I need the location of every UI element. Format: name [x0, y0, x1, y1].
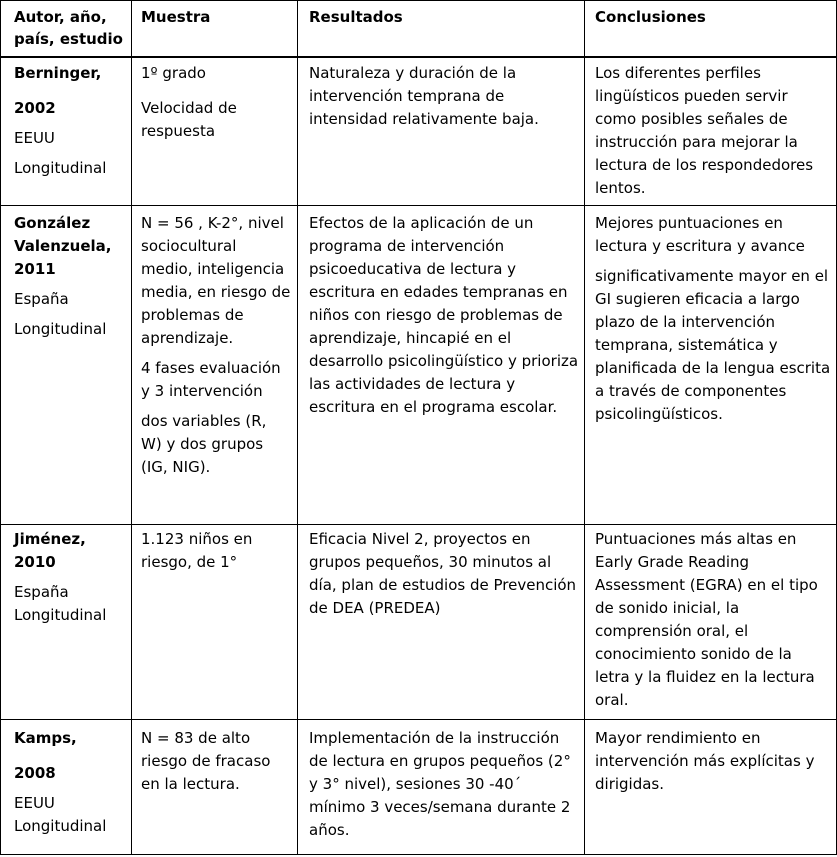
author-country: EEUU [14, 794, 55, 812]
table-top-rule [0, 0, 837, 1]
table-row-author [14, 528, 132, 627]
table-row-sample [141, 727, 291, 796]
table-bottom-rule [0, 854, 837, 855]
sample-text: 1º grado [141, 64, 206, 82]
column-divider [297, 0, 298, 855]
study-design: Longitudinal [14, 817, 107, 835]
author-name: Kamps, [14, 729, 77, 747]
column-divider [584, 0, 585, 855]
table-row-sample [141, 62, 291, 143]
sample-text: 4 fases evaluación y 3 intervención [141, 359, 281, 400]
study-design: Longitudinal [14, 159, 107, 177]
author-year: 2010 [14, 553, 56, 571]
table-row-conclusions [595, 62, 831, 200]
sample-text: dos variables (R, W) y dos grupos (IG, NIG). [141, 412, 267, 476]
author-year: 2008 [14, 764, 56, 782]
author-name: González Valenzuela, [14, 214, 112, 255]
header-results: Resultados [309, 8, 403, 26]
table-row-conclusions [595, 212, 831, 426]
conclusions-text: Mayor rendimiento en intervención más explícitas y dirigidas. [595, 729, 815, 793]
results-text: Implementación de la instrucción de lectura en grupos pequeños (2° y 3° nivel), sesiones 30 -40´ mínimo 3 veces/semana durante 2 años. [309, 729, 571, 839]
sample-text: N = 83 de alto riesgo de fracaso en la lectura. [141, 729, 271, 793]
sample-text: Velocidad de respuesta [141, 99, 237, 140]
table-row-author [14, 727, 132, 838]
row-divider [0, 524, 837, 525]
sample-text: 1.123 niños en riesgo, de 1° [141, 530, 253, 571]
row-divider [0, 205, 837, 206]
column-divider [0, 0, 1, 855]
author-year: 2002 [14, 99, 56, 117]
author-name: Berninger, [14, 64, 102, 82]
author-country: España [14, 290, 69, 308]
table-row-results [309, 528, 579, 620]
table-row-results [309, 727, 579, 842]
table-row-results [309, 212, 579, 419]
header-author: Autor, año, país, estudio [14, 8, 123, 48]
results-text: Naturaleza y duración de la intervención temprana de intensidad relativamente baja. [309, 64, 539, 128]
header-conclusions: Conclusiones [595, 8, 706, 26]
row-divider [0, 719, 837, 720]
header-bottom-rule [0, 56, 837, 58]
sample-text: N = 56 , K-2°, nivel sociocultural medio, inteligencia media, en riesgo de problemas de aprendizaje. [141, 214, 291, 347]
conclusions-text: Puntuaciones más altas en Early Grade Reading Assessment (EGRA) en el tipo de sonido inicial, la comprensión oral, el conocimiento sonido de la letra y la fluidez en la lectura oral. [595, 530, 818, 709]
table-row-results [309, 62, 579, 131]
results-text: Efectos de la aplicación de un programa de intervención psicoeducativa de lectura y escritura en edades tempranas en niños con riesgo de problemas de aprendizaje, hincapié en el desarrollo psicolingüístico y prioriza las actividades de lectura y escritura en el programa escolar. [309, 214, 579, 416]
author-name: Jiménez, [14, 530, 86, 548]
table-row-conclusions [595, 727, 831, 796]
table-row-conclusions [595, 528, 831, 712]
table-row-author [14, 62, 132, 180]
study-design: Longitudinal [14, 320, 107, 338]
author-country: España [14, 583, 69, 601]
table-row-sample [141, 212, 291, 479]
table-row-sample [141, 528, 291, 574]
conclusions-text: Los diferentes perfiles lingüísticos pueden servir como posibles señales de instrucción para mejorar la lectura de los respondedores lentos. [595, 64, 814, 197]
results-text: Eficacia Nivel 2, proyectos en grupos pequeños, 30 minutos al día, plan de estudios de Prevención de DEA (PREDEA) [309, 530, 577, 617]
header-sample: Muestra [141, 8, 211, 26]
conclusions-text: Mejores puntuaciones en lectura y escritura y avance [595, 214, 805, 255]
study-design: Longitudinal [14, 606, 107, 624]
author-year: 2011 [14, 260, 56, 278]
conclusions-text: significativamente mayor en el GI sugieren eficacia a largo plazo de la intervención temprana, sistemática y planificada de la lengua escrita a través de componentes psicolingüísticos. [595, 267, 831, 423]
table-row-author [14, 212, 132, 341]
author-country: EEUU [14, 129, 55, 147]
